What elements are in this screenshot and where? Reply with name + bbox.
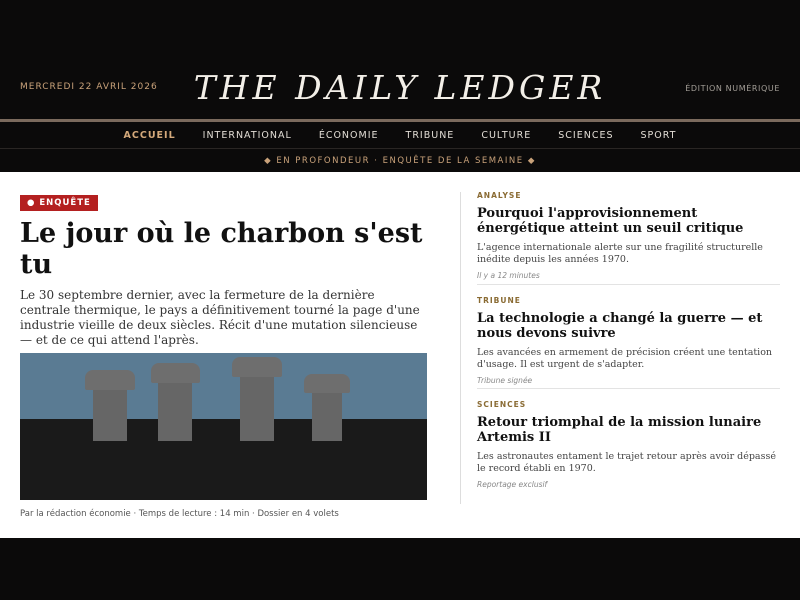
- side-summary: Les astronautes entament le trajet retour après avoir dépassé le record établi en 1970.: [477, 451, 776, 474]
- side-separator: [477, 388, 780, 389]
- side-headline[interactable]: La technologie a changé la guerre — et nous devons suivre: [477, 311, 763, 341]
- side-summary: L'agence internationale alerte sur une fragilité structurelle inédite depuis les années 1970.: [477, 242, 763, 265]
- lead-byline: Par la rédaction économie · Temps de lecture : 14 min · Dossier en 4 volets: [20, 509, 339, 519]
- chimney-cap-3: [232, 357, 282, 377]
- chimney-cap-4: [304, 374, 350, 393]
- rubric-label: ANALYSE: [477, 191, 522, 200]
- side-story-1[interactable]: [477, 191, 780, 280]
- chimney-3: [240, 371, 274, 441]
- side-summary: Les avancées en armement de précision créent une tentation d'usage. Il est urgent de s'adapter.: [477, 347, 773, 370]
- lead-deck: Le 30 septembre dernier, avec la fermeture de la dernière centrale thermique, le pays a définitivement tourné la page d'une industrie vieille de deux siècles. Récit d'une mutation silencieuse — et de ce qui attend l'après.: [20, 288, 420, 347]
- side-separator: [477, 284, 780, 285]
- column-divider: [460, 192, 461, 504]
- chimney-cap-2: [151, 363, 200, 383]
- rubric-label: TRIBUNE: [477, 296, 521, 305]
- side-headline[interactable]: Retour triomphal de la mission lunaire Artemis II: [477, 415, 762, 445]
- lead-headline[interactable]: Le jour où le charbon s'est tu: [20, 218, 423, 280]
- ticker-banner[interactable]: ◆ EN PROFONDEUR · ENQUÊTE DE LA SEMAINE ◆: [0, 150, 800, 172]
- side-story-3[interactable]: [477, 400, 780, 489]
- enquete-badge: ● ENQUÊTE: [20, 195, 98, 211]
- edition-label: ÉDITION NUMÉRIQUE: [685, 84, 780, 93]
- rubric-label: SCIENCES: [477, 400, 527, 409]
- nav-item-sport[interactable]: SPORT: [640, 129, 677, 141]
- main-content: [0, 172, 800, 538]
- nav-item-culture[interactable]: CULTURE: [481, 129, 532, 141]
- side-headline[interactable]: Pourquoi l'approvisionnement énergétique atteint un seuil critique: [477, 206, 744, 236]
- masthead: [0, 0, 800, 120]
- side-meta: Il y a 12 minutes: [477, 271, 540, 280]
- nav-item-international[interactable]: INTERNATIONAL: [202, 129, 292, 141]
- chimney-1: [93, 383, 127, 441]
- side-meta: Tribune signée: [477, 376, 533, 385]
- photo-sky: [20, 353, 427, 419]
- main-nav: [0, 122, 800, 149]
- lead-article: [20, 190, 430, 519]
- nav-item-economie[interactable]: ÉCONOMIE: [318, 129, 379, 141]
- chimney-2: [158, 377, 192, 441]
- lead-photo[interactable]: [20, 353, 427, 500]
- chimney-4: [312, 387, 342, 441]
- side-story-2[interactable]: [477, 296, 780, 385]
- nav-item-accueil[interactable]: ACCUEIL: [123, 129, 176, 141]
- site-title[interactable]: THE DAILY LEDGER: [193, 68, 607, 107]
- chimney-cap-1: [85, 370, 135, 390]
- side-meta: Reportage exclusif: [477, 480, 548, 489]
- nav-item-tribune[interactable]: TRIBUNE: [405, 129, 455, 141]
- nav-item-sciences[interactable]: SCIENCES: [558, 129, 614, 141]
- masthead-date: MERCREDI 22 AVRIL 2026: [20, 82, 158, 92]
